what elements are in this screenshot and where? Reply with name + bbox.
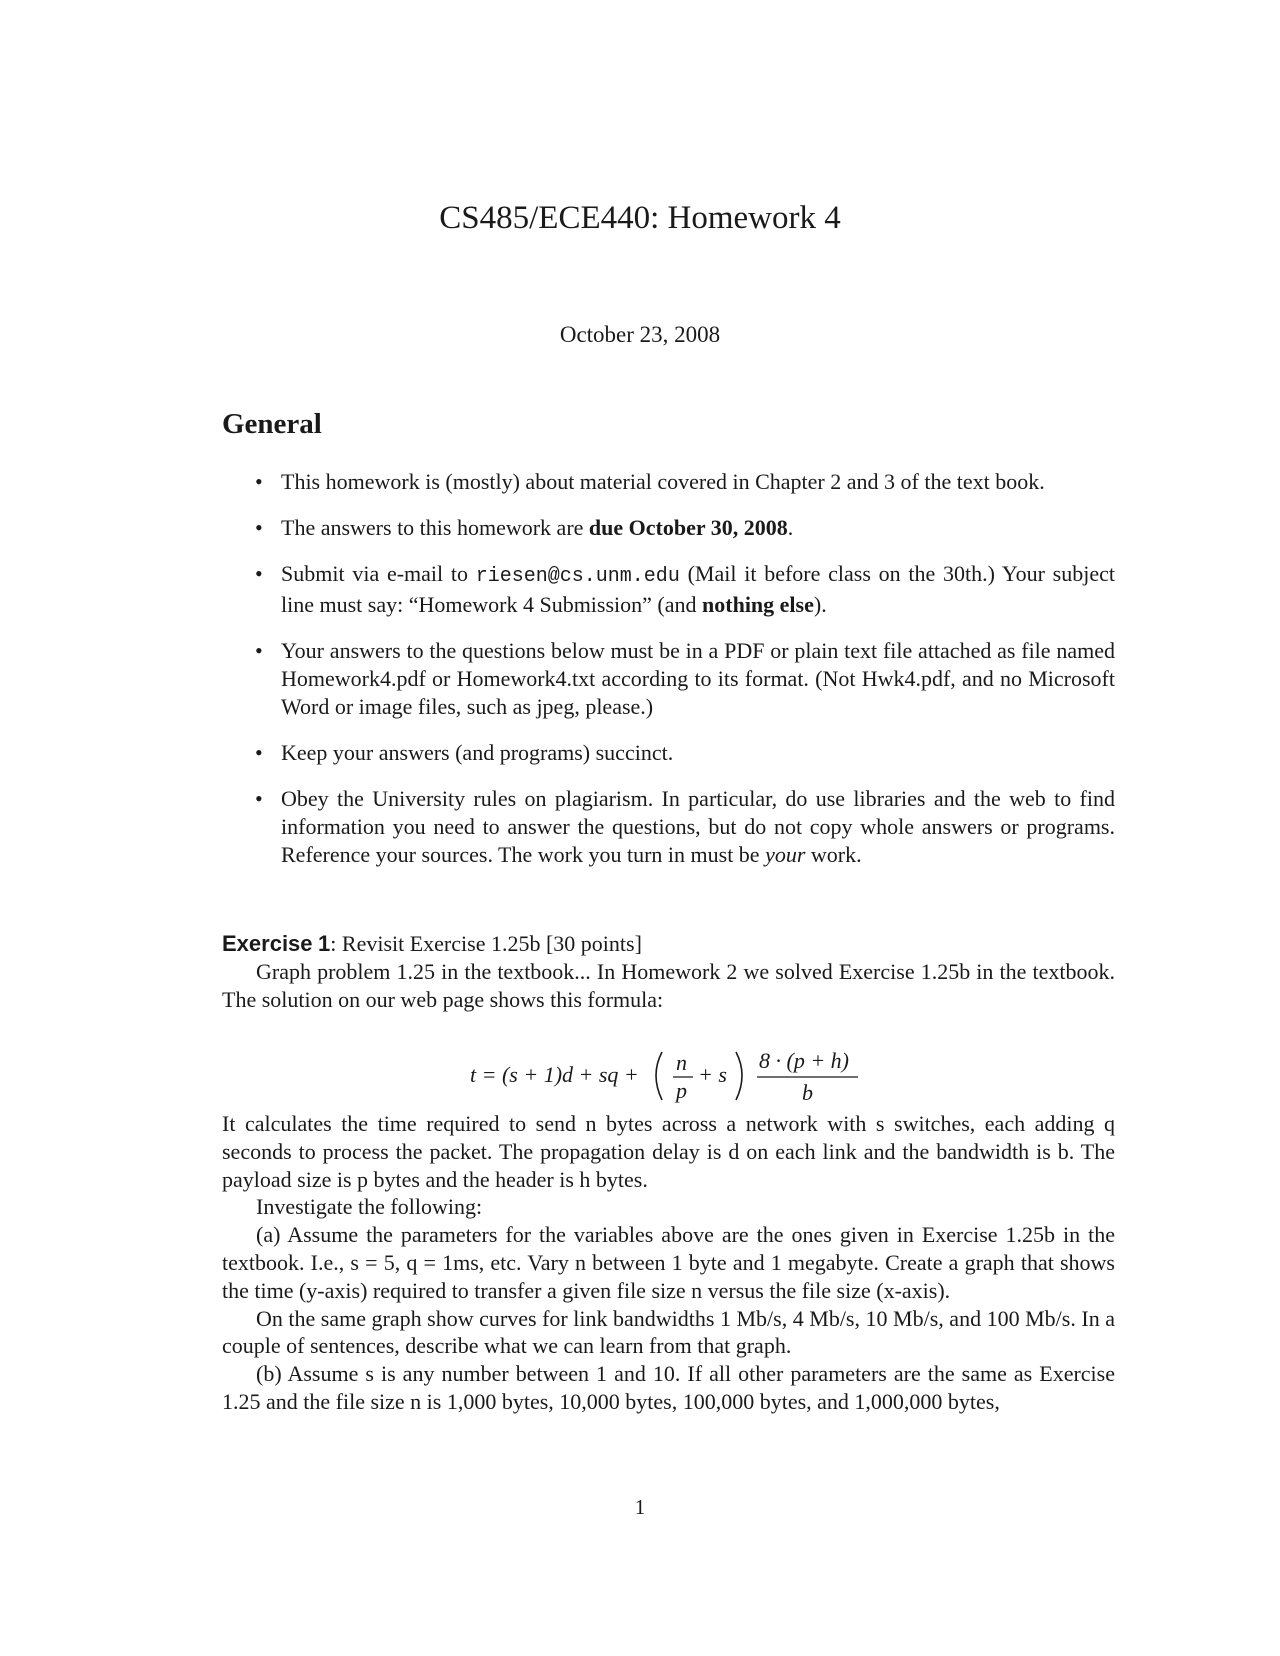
bullet-item	[255, 637, 1115, 721]
bullet-icon: •	[255, 561, 263, 586]
bullet-item	[255, 468, 1115, 496]
formula-svg	[0, 1030, 1280, 1110]
bullet-icon: •	[255, 740, 263, 765]
exercise-title: : Revisit Exercise 1.25b [30 points]	[330, 931, 642, 956]
bullet-text: ).	[813, 592, 827, 617]
formula-denominator: b	[802, 1080, 813, 1105]
emphasis-text: nothing else	[702, 592, 814, 617]
exercise-intro: Graph problem 1.25 in the textbook... In Homework 2 we solved Exercise 1.25b in the textbook. The solution on our web page shows this formula:	[222, 959, 1115, 1012]
formula-lhs: t = (s + 1)d + sq +	[470, 1062, 639, 1087]
paren-right	[736, 1052, 742, 1100]
formula-p: p	[676, 1078, 687, 1103]
exercise-number: 1	[318, 931, 331, 956]
formula-n: n	[676, 1050, 687, 1075]
paragraph: On the same graph show curves for link bandwidths 1 Mb/s, 4 Mb/s, 10 Mb/s, and 100 Mb/s. In a couple of sentences, describe what we can learn from that graph.	[222, 1305, 1115, 1359]
bullet-item	[255, 560, 1115, 619]
bullet-icon: •	[255, 786, 263, 811]
due-date-text: due October 30, 2008	[588, 515, 788, 540]
bullet-text: Your answers to the questions below must be in a PDF or plain text file attached as file named Homework4.pdf or Homework4.txt according to its format. (Not Hwk4.pdf, and no Microsoft Word or image files, such as jpeg, please.)	[281, 638, 1115, 719]
bullet-text: Submit via e-mail to	[281, 561, 476, 586]
emphasis-text: your	[765, 842, 806, 867]
paren-left	[656, 1052, 662, 1100]
bullet-text: Keep your answers (and programs) succinct.	[281, 740, 674, 765]
document-title: CS485/ECE440: Homework 4	[439, 200, 841, 236]
formula-numerator: 8 · (p + h)	[759, 1048, 849, 1073]
bullet-text: This homework is (mostly) about material covered in Chapter 2 and 3 of the text book.	[281, 469, 1045, 494]
bullet-text: .	[787, 515, 794, 540]
bullet-item	[255, 785, 1115, 869]
exercise-body	[222, 1110, 1115, 1416]
formula	[0, 1030, 1280, 1110]
section-heading-general: General	[222, 408, 322, 440]
general-bullet-list	[255, 468, 1115, 887]
bullet-text: work.	[805, 842, 862, 867]
paragraph: It calculates the time required to send n bytes across a network with s switches, each adding q seconds to process the packet. The propagation delay is d on each link and the bandwidth is b. The payload size is p bytes and the header is h bytes.	[222, 1111, 1115, 1192]
bullet-icon: •	[255, 515, 263, 540]
email-address: riesen@cs.unm.edu	[475, 565, 680, 588]
bullet-item	[255, 739, 1115, 767]
document-date: October 23, 2008	[559, 322, 721, 347]
paragraph: (a) Assume the parameters for the variables above are the ones given in Exercise 1.25b in the textbook. I.e., s = 5, q = 1ms, etc. Vary n between 1 byte and 1 megabyte. Create a graph that shows the time (y-axis) required to transfer a given file size n versus the file size (x-axis).	[222, 1222, 1115, 1303]
page-number: 1	[634, 1495, 646, 1519]
bullet-item	[255, 514, 1115, 542]
paragraph: (b) Assume s is any number between 1 and 10. If all other parameters are the same as Exercise 1.25 and the file size n is 1,000 bytes, 10,000 bytes, 100,000 bytes, and 1,000,000 bytes,	[222, 1361, 1115, 1414]
exercise-heading	[222, 930, 1115, 958]
bullet-text: The answers to this homework are	[281, 515, 589, 540]
exercise-label: Exercise	[222, 931, 313, 956]
bullet-icon: •	[255, 638, 263, 663]
paragraph: Investigate the following:	[256, 1194, 483, 1220]
bullet-text: (Mail it before class on the 30th.) Your subject line must say: “Homework 4 Submission” (and	[281, 561, 1115, 617]
bullet-text: Obey the University rules on plagiarism. In particular, do use libraries and the web to find information you need to answer the questions, but do not copy whole answers or programs. Reference your sources. The work you turn in must be	[281, 786, 1115, 867]
exercise-block	[222, 930, 1115, 1014]
formula-plus-s: + s	[698, 1062, 727, 1087]
bullet-icon: •	[255, 469, 263, 494]
